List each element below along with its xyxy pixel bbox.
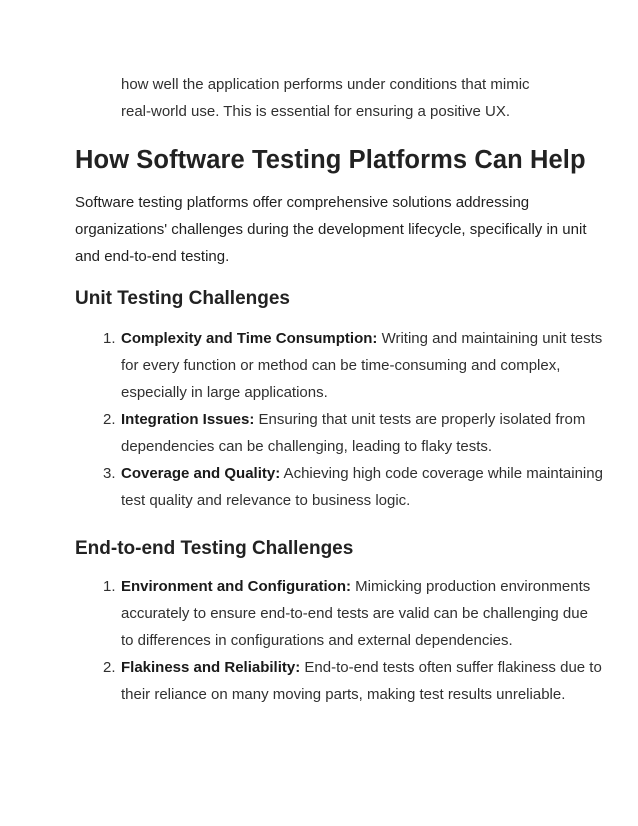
item-text: Writing and maintaining unit tests [377, 330, 603, 347]
item-text: for every function or method can be time-consuming and complex, [121, 357, 561, 374]
continuation-line: real-world use. This is essential for ensuring a positive UX. [121, 103, 511, 120]
unit-testing-heading: Unit Testing Challenges [75, 288, 291, 309]
list-number: 3. [103, 465, 116, 482]
intro-line: and end-to-end testing. [75, 248, 230, 265]
e2e-challenges-list [0, 573, 638, 708]
item-text: End-to-end tests often suffer flakiness due to [300, 659, 602, 676]
item-text: their reliance on many moving parts, making test results unreliable. [121, 686, 566, 703]
list-number: 1. [103, 578, 116, 595]
continuation-line: how well the application performs under conditions that mimic [121, 76, 530, 93]
list-item [0, 325, 603, 406]
list-item [0, 654, 602, 708]
item-title: Environment and Configuration: [121, 578, 351, 595]
intro-line: organizations' challenges during the development lifecycle, specifically in unit [75, 221, 587, 238]
item-text: Achieving high code coverage while maintaining [280, 465, 603, 482]
item-text: test quality and relevance to business logic. [121, 492, 411, 509]
intro-line: Software testing platforms offer comprehensive solutions addressing [75, 194, 530, 211]
item-text: dependencies can be challenging, leading to flaky tests. [121, 438, 493, 455]
list-item [0, 460, 603, 514]
continuation-paragraph [121, 71, 581, 125]
list-number: 2. [103, 659, 116, 676]
list-number: 1. [103, 330, 116, 347]
list-number: 2. [103, 411, 116, 428]
list-item [0, 573, 591, 654]
intro-paragraph [75, 189, 587, 270]
e2e-testing-heading: End-to-end Testing Challenges [75, 538, 354, 559]
item-text: Ensuring that unit tests are properly isolated from [254, 411, 586, 428]
item-title: Complexity and Time Consumption: [121, 330, 378, 347]
item-text: especially in large applications. [121, 384, 328, 401]
list-item [0, 406, 586, 460]
unit-challenges-list [0, 325, 638, 514]
item-title: Integration Issues: [121, 411, 255, 428]
item-title: Flakiness and Reliability: [121, 659, 301, 676]
item-text: to differences in configurations and external dependencies. [121, 632, 513, 649]
main-heading: How Software Testing Platforms Can Help [75, 146, 586, 174]
item-title: Coverage and Quality: [121, 465, 281, 482]
item-text: accurately to ensure end-to-end tests are valid can be challenging due [121, 605, 588, 622]
item-text: Mimicking production environments [351, 578, 591, 595]
